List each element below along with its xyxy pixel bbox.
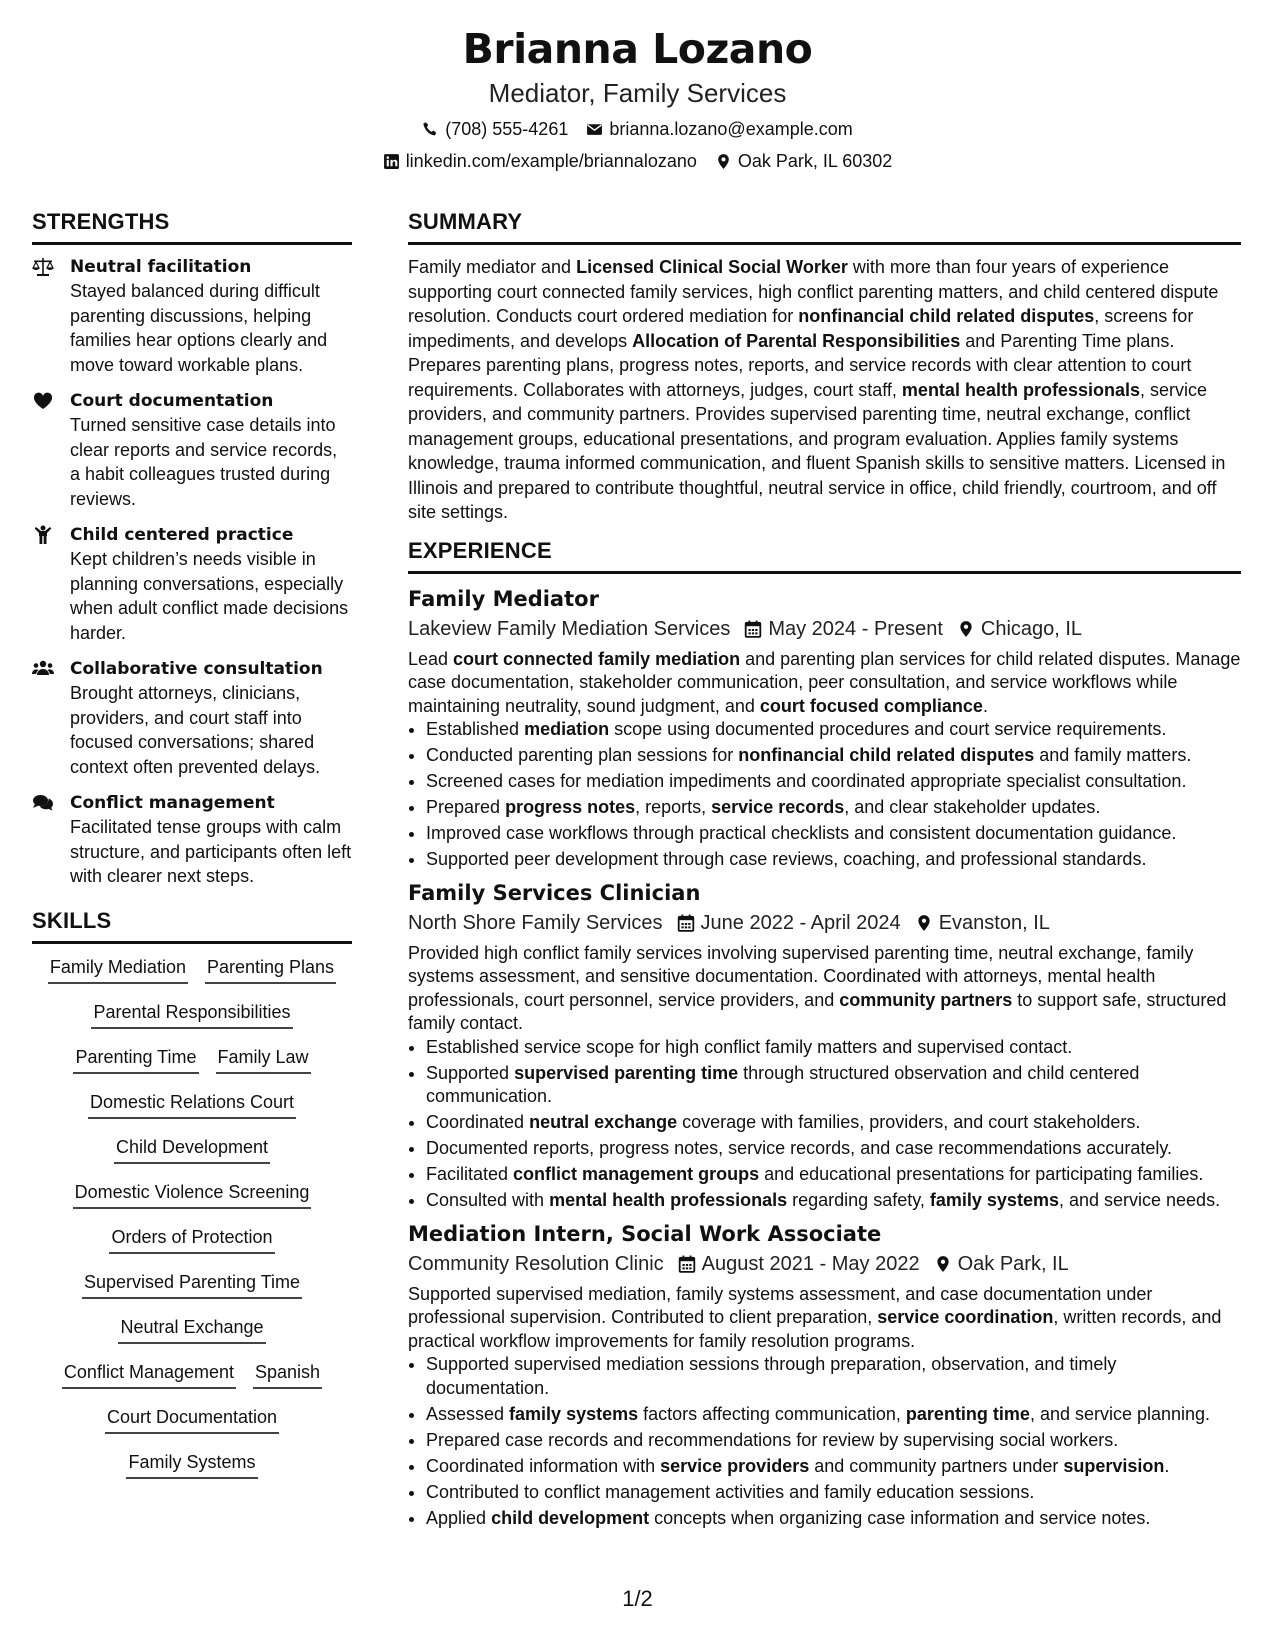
candidate-title: Mediator, Family Services [488,78,787,108]
bold-text: supervised parenting time [514,1062,739,1083]
text-segment: , written records, and practical workflow improvements for family resolution programs. [408,1307,1222,1351]
job-description [408,1283,1241,1354]
text-segment: Documented reports, progress notes, service records, and case recommendations accurately. [426,1138,1173,1158]
text-segment: Applied [426,1507,492,1528]
bold-text: mental health professionals [901,379,1140,400]
text-segment: Prepared [426,797,506,817]
right-column [408,204,1241,1533]
strength-desc: Kept children’s needs visible in planning conversations, especially when adult conflict made decisions harder. [70,549,349,643]
text-segment: to support safe, structured family contact. [408,989,1227,1033]
job-description [408,648,1241,719]
strength-desc: Turned sensitive case details into clear reports and service records, a habit colleagues trusted during reviews. [70,415,338,509]
text-segment: Consulted with [426,1190,550,1210]
text-segment: Assessed [426,1403,510,1424]
bold-text: mediation [524,719,610,739]
bold-text: service coordination [877,1307,1054,1327]
map-pin-icon [934,1255,952,1273]
strength-item [32,255,352,377]
skill-chip: Parenting Plans [205,954,336,984]
job-location [934,1249,1069,1279]
bold-text: supervision [1063,1455,1165,1476]
child-icon [32,523,70,645]
experience-list [408,584,1241,1531]
text-segment: Improved case workflows through practical checklists and consistent documentation guidance. [426,823,1177,843]
job-meta [408,908,1241,938]
dates-text: May 2024 - Present [768,617,943,640]
text-segment: Family mediator and [408,257,577,277]
text-segment: . [982,695,988,716]
location-text: Oak Park, IL [957,1252,1069,1275]
text-segment: Supported supervised mediation, family systems assessment, and case documentation under professional supervision. Contributed to client preparation, [408,1283,1153,1327]
skill-chip: Spanish [253,1359,322,1389]
bold-text: neutral exchange [529,1112,678,1132]
job-meta [408,614,1241,644]
bullet-item [426,1111,1241,1135]
skill-row [32,1134,352,1179]
dates-text: August 2021 - May 2022 [701,1252,920,1275]
text-segment: Established [426,719,525,739]
text-segment: with more than four years of experience supporting court connected family services, high conflict parenting matters, and child centered dispute resolution. Conducts court ordered mediation for [408,257,1219,326]
text-segment: concepts when organizing case information and service notes. [649,1507,1151,1528]
job-title: Family Services Clinician [408,880,701,905]
phone-contact [422,114,568,144]
skills-list [32,954,352,1494]
bullet-item [426,1137,1241,1161]
skill-chip: Supervised Parenting Time [82,1269,302,1299]
skill-chip: Conflict Management [62,1359,236,1389]
job-title: Family Mediator [408,586,599,611]
skill-chip: Court Documentation [105,1404,279,1434]
text-segment: Supported supervised mediation sessions through preparation, observation, and timely documentation. [426,1354,1117,1398]
job-entry [408,584,1241,872]
bullet-item [426,1062,1241,1109]
skill-chip: Domestic Relations Court [88,1089,296,1119]
job-bullets [408,718,1241,872]
text-segment: Coordinated information with [426,1455,661,1476]
bold-text: service providers [660,1455,810,1476]
text-segment: through structured observation and child centered communication. [426,1062,1140,1106]
bold-text: family systems [929,1190,1059,1210]
strength-desc: Brought attorneys, clinicians, providers, and court staff into focused conversations; shared context often prevented delays. [70,683,321,777]
page-number: 1/2 [622,1586,653,1611]
company-name: Lakeview Family Mediation Services [408,617,731,640]
bold-text: nonfinancial child related disputes [738,745,1035,765]
job-entry [408,1219,1241,1531]
job-dates [744,614,943,644]
text-segment: , reports, [635,797,712,817]
location-text: Evanston, IL [938,911,1050,934]
bullet-item [426,1455,1241,1479]
text-segment: regarding safety, [787,1190,930,1210]
company-name: North Shore Family Services [408,911,663,934]
text-segment: , and clear stakeholder updates. [844,797,1101,817]
text-segment: Conducted parenting plan sessions for [426,745,739,765]
bullet-item [426,1429,1241,1453]
skill-chip: Family Mediation [48,954,188,984]
strength-title: Collaborative consultation [70,659,323,679]
skill-chip: Parenting Time [73,1044,198,1074]
bold-text: nonfinancial child related disputes [798,306,1095,326]
text-segment: Established service scope for high conflict family matters and supervised contact. [426,1036,1073,1057]
email-text[interactable]: brianna.lozano@example.com [609,119,853,139]
experience-heading: EXPERIENCE [408,533,1241,574]
skill-chip: Neutral Exchange [118,1314,265,1344]
calendar-icon [677,914,695,932]
heart-icon [32,389,70,511]
text-segment: Supported [426,1062,515,1083]
skill-row [32,1179,352,1224]
bold-text: parenting time [905,1403,1030,1424]
text-segment: coverage with families, providers, and court stakeholders. [677,1112,1141,1132]
map-pin-icon [915,914,933,932]
bullet-item [426,796,1241,820]
bold-text: family systems [509,1403,639,1424]
text-segment: , and service needs. [1058,1190,1221,1210]
text-segment: , screens for impediments, and develops [408,306,1194,351]
skill-row [32,1089,352,1134]
strength-title: Conflict management [70,793,275,813]
summary-text [408,255,1241,525]
bold-text: court connected family mediation [453,648,741,669]
contact-row-1 [0,114,1275,144]
skill-row [32,1269,352,1314]
bold-text: court focused compliance [759,695,983,716]
skill-row [32,1224,352,1269]
text-segment: factors affecting communication, [638,1403,906,1424]
skill-chip: Child Development [114,1134,270,1164]
text-segment: and community partners under [809,1455,1064,1476]
bold-text: progress notes [505,797,636,817]
calendar-icon [678,1255,696,1273]
linkedin-text[interactable]: linkedin.com/example/briannalozano [405,151,697,171]
job-description [408,942,1241,1036]
envelope-icon [586,121,603,138]
bullet-item [426,718,1241,742]
bullet-item [426,1353,1241,1400]
skill-row [32,1359,352,1404]
bullet-item [426,1036,1241,1060]
text-segment: Supported peer development through case reviews, coaching, and professional standards. [426,849,1147,869]
text-segment: Provided high conflict family services involving supervised parenting time, neutral exchange, family systems assessment, and sensitive documentation. Coordinated with attorneys, mental health professionals, court personnel, service providers, and [408,942,1194,1010]
calendar-icon [744,620,762,638]
bold-text: conflict management groups [513,1164,760,1184]
bullet-item [426,744,1241,768]
text-segment: , service providers, and community partners. Provides supervised parenting time, neutral exchange, conflict management groups, educational presentations, and program evaluation. Applies family systems knowledge, trauma informed communication, and fluent Spanish skills to sensitive matters. Licensed in Illinois and prepared to contribute thoughtful, neutral service in office, child friendly, courtroom, and off site settings. [408,379,1226,522]
map-pin-icon [715,153,732,170]
bullet-item [426,848,1241,872]
job-bullets [408,1353,1241,1530]
resume-header [0,22,1275,176]
skill-row [32,1314,352,1359]
linkedin-contact[interactable] [383,146,697,176]
skill-row [32,954,352,999]
strength-desc: Facilitated tense groups with calm structure, and participants often left with clearer next steps. [70,817,352,886]
bullet-item [426,1481,1241,1505]
skill-chip: Domestic Violence Screening [73,1179,312,1209]
candidate-name: Brianna Lozano [462,25,813,73]
text-segment: Lead [408,648,454,669]
location-text: Chicago, IL [980,617,1083,640]
job-location [915,908,1050,938]
skill-chip: Family Law [216,1044,311,1074]
skill-chip: Family Systems [126,1449,257,1479]
comments-icon [32,791,70,889]
strength-item [32,389,352,511]
bullet-item [426,770,1241,794]
strength-title: Court documentation [70,391,274,411]
text-segment: and Parenting Time plans. Prepares parenting plans, progress notes, reports, and service records with clear attention to court requirements. Collaborates with attorneys, judges, court staff, [408,330,1192,400]
job-meta [408,1249,1241,1279]
job-title: Mediation Intern, Social Work Associate [408,1221,882,1246]
skill-row [32,999,352,1044]
job-location [957,614,1082,644]
skill-row [32,1404,352,1449]
text-segment: . [1164,1455,1170,1476]
skill-chip: Orders of Protection [109,1224,274,1254]
strength-item [32,523,352,645]
location-contact [715,146,892,176]
bold-text: mental health professionals [549,1190,788,1210]
text-segment: Contributed to conflict management activities and family education sessions. [426,1481,1035,1502]
strength-title: Child centered practice [70,525,294,545]
email-contact[interactable] [586,114,852,144]
scale-icon [32,255,70,377]
left-column [32,204,352,1494]
strength-desc: Stayed balanced during difficult parenting discussions, helping families hear options clearly and move toward workable plans. [70,281,328,375]
bold-text: service records [711,797,845,817]
bullet-item [426,1163,1241,1187]
bold-text: Allocation of Parental Responsibilities [632,330,961,351]
phone-text: (708) 555-4261 [445,119,569,139]
text-segment: and educational presentations for participating families. [759,1164,1204,1184]
skill-row [32,1449,352,1494]
dates-text: June 2022 - April 2024 [700,911,901,934]
skills-heading: SKILLS [32,903,352,944]
text-segment: and family matters. [1034,745,1192,765]
job-bullets [408,1036,1241,1213]
strength-item [32,657,352,779]
bold-text: child development [491,1507,650,1528]
job-dates [678,1249,920,1279]
bullet-item [426,1189,1241,1213]
text-segment: Prepared case records and recommendations for review by supervising social workers. [426,1429,1119,1450]
linkedin-icon [383,153,400,170]
bullet-item [426,1507,1241,1531]
text-segment: scope using documented procedures and court service requirements. [609,719,1167,739]
company-name: Community Resolution Clinic [408,1252,664,1275]
skill-row [32,1044,352,1089]
text-segment: Screened cases for mediation impediments and coordinated appropriate specialist consultation. [426,771,1187,791]
job-entry [408,878,1241,1213]
bold-text: community partners [839,989,1013,1010]
summary-heading: SUMMARY [408,204,1241,245]
users-icon [32,657,70,779]
bullet-item [426,1403,1241,1427]
contact-row-2 [0,146,1275,176]
bold-text: Licensed Clinical Social Worker [576,257,848,277]
text-segment: Facilitated [426,1164,514,1184]
map-pin-icon [957,620,975,638]
strength-item [32,791,352,889]
skill-chip: Parental Responsibilities [91,999,292,1029]
text-segment: and parenting plan services for child related disputes. Manage case documentation, stakeholder communication, peer consultation, and service workflows while maintaining neutrality, sound judgment, and [408,648,1241,716]
job-dates [677,908,901,938]
location-text: Oak Park, IL 60302 [737,151,893,171]
text-segment: Coordinated [426,1112,530,1132]
phone-icon [422,121,439,138]
bullet-item [426,822,1241,846]
text-segment: , and service planning. [1029,1403,1211,1424]
strengths-heading: STRENGTHS [32,204,352,245]
strength-title: Neutral facilitation [70,257,252,277]
